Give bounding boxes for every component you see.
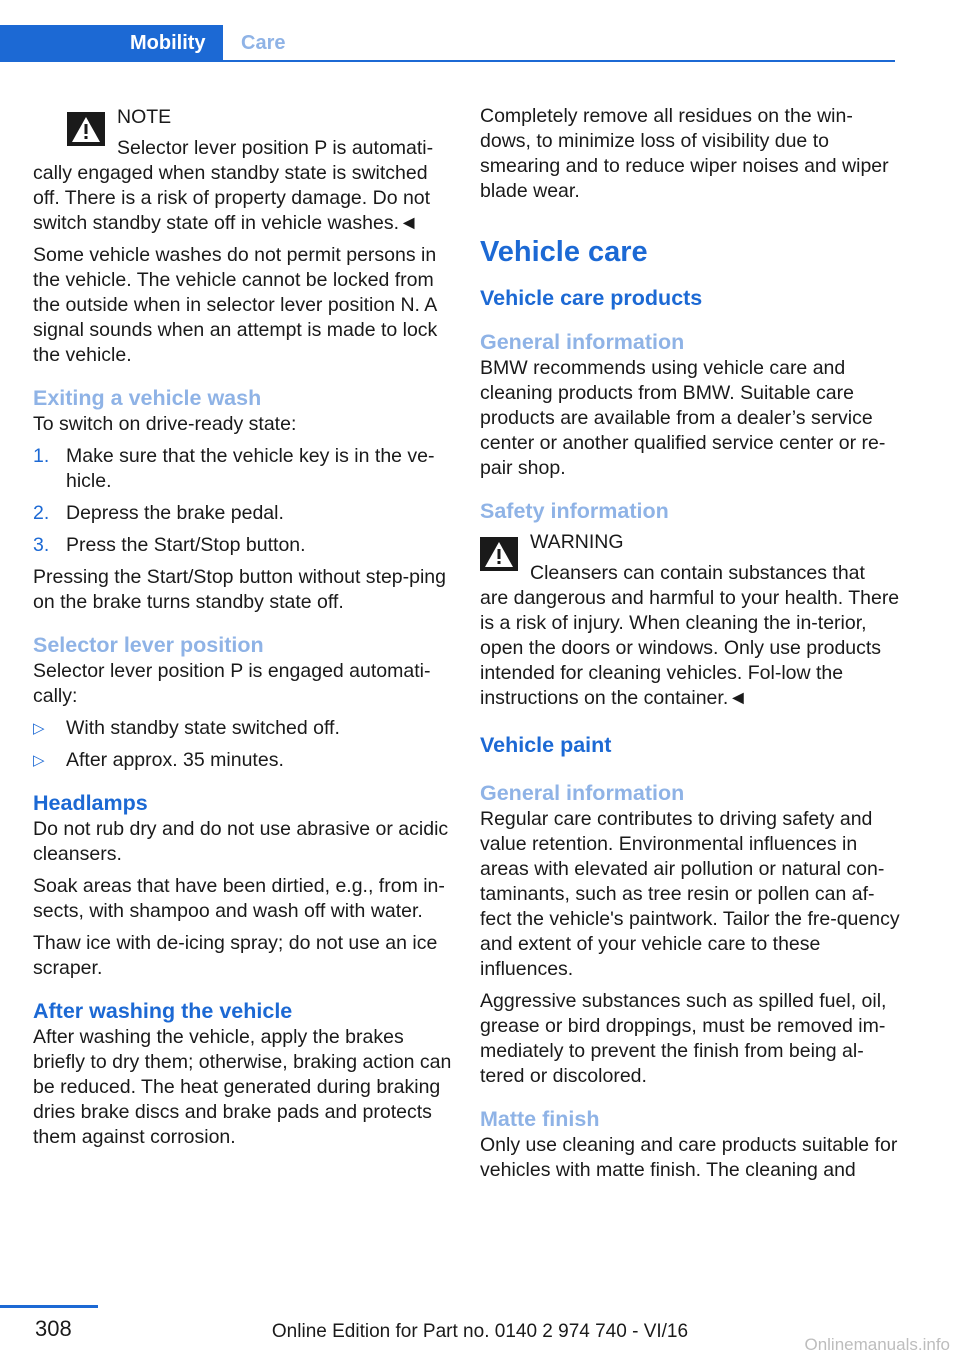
after-washing-paragraph: After washing the vehicle, apply the brakes briefly to dry them; otherwise, braking action can be reduced. The heat generated during braking dries brake discs and brake pads and protects them against corrosion. [33, 1026, 452, 1148]
heading-safety-information: Safety information [480, 499, 669, 523]
header-rule [0, 60, 895, 62]
heading-matte-finish: Matte finish [480, 1107, 600, 1131]
left-column [33, 100, 453, 1157]
tab-care[interactable]: Care [241, 32, 286, 54]
exit-intro: To switch on drive-ready state: [33, 413, 297, 435]
heading-vehicle-care: Vehicle care [480, 236, 648, 268]
note-block [33, 104, 453, 161]
note-text-first: Selector lever position P is automati- [117, 137, 434, 159]
note-label: NOTE [117, 106, 172, 128]
headlamps-paragraph-3: Thaw ice with de-icing spray; do not use an ice scraper. [33, 932, 438, 979]
heading-vehicle-paint: Vehicle paint [480, 733, 612, 757]
list-item: 1. Make sure that the vehicle key is in the ve-hicle. [33, 445, 435, 492]
list-item: 3. Press the Start/Stop button. [33, 534, 306, 556]
right-column [480, 104, 900, 1190]
warning-block [480, 529, 900, 586]
matte-paragraph: Only use cleaning and care products suitable for vehicles with matte finish. The cleaning and [480, 1134, 898, 1181]
heading-general-information: General information [480, 330, 685, 354]
warning-label: WARNING [530, 531, 624, 553]
headlamps-paragraph-1: Do not rub dry and do not use abrasive or acidic cleansers. [33, 818, 449, 865]
tab-mobility[interactable]: Mobility [0, 25, 223, 62]
selector-list [33, 716, 453, 773]
bullet-triangle-icon: ▷ [33, 752, 45, 769]
exit-note: Pressing the Start/Stop button without step-ping on the brake turns standby state off. [33, 566, 446, 613]
exit-steps-list [33, 444, 453, 558]
paint-paragraph-2: Aggressive substances such as spilled fuel, oil, grease or bird droppings, must be removed im-mediately to prevent the finish from being al-tered or discolored. [480, 990, 887, 1087]
list-item: ▷ With standby state switched off. [33, 717, 340, 739]
heading-exiting-vehicle-wash: Exiting a vehicle wash [33, 386, 262, 410]
note-text-rest: cally engaged when standby state is switched off. There is a risk of property damage. Do not switch standby state off in vehicle washes.◄ [33, 162, 431, 234]
heading-selector-lever: Selector lever position [33, 633, 264, 657]
headlamps-paragraph-2: Soak areas that have been dirtied, e.g., from in-sects, with shampoo and wash off with water. [33, 875, 445, 922]
selector-intro: Selector lever position P is engaged automati-cally: [33, 660, 431, 707]
warning-text-rest: are dangerous and harmful to your health. There is a risk of injury. When cleaning the in-terior, open the doors or windows. Only use products intended for cleaning vehicles. Fol-low the instructions on the container.◄ [480, 587, 900, 709]
left-paragraph-1: Some vehicle washes do not permit persons in the vehicle. The vehicle cannot be locked from the outside when in selector lever position N. A signal sounds when an attempt is made to lock the vehicle. [33, 244, 438, 366]
list-item: 2. Depress the brake pedal. [33, 502, 284, 524]
heading-paint-general-information: General information [480, 781, 685, 805]
page-header [0, 25, 895, 62]
warning-triangle-icon [67, 112, 105, 146]
warning-text-first: Cleansers can contain substances that [530, 562, 865, 584]
bullet-triangle-icon: ▷ [33, 720, 45, 737]
heading-headlamps: Headlamps [33, 791, 148, 815]
warning-triangle-icon [480, 537, 518, 571]
general-paragraph: BMW recommends using vehicle care and cleaning products from BMW. Suitable care products are available from a dealer’s service center or another qualified service center or re-pair shop. [480, 357, 886, 479]
watermark: Onlinemanuals.info [804, 1335, 950, 1354]
heading-vehicle-care-products: Vehicle care products [480, 286, 703, 310]
right-intro: Completely remove all residues on the win-dows, to minimize loss of visibility due to smearing and to reduce wiper noises and wiper blade wear. [480, 105, 889, 202]
list-item: ▷ After approx. 35 minutes. [33, 749, 284, 771]
paint-paragraph-1: Regular care contributes to driving safety and value retention. Environmental influences in areas with elevated air pollution or natural con-taminants, such as tree resin or pollen can af-fect the vehicle's paintwork. Tailor the fre-quency and extent of your vehicle care to these influences. [480, 808, 900, 980]
heading-after-washing: After washing the vehicle [33, 999, 293, 1023]
page-number: 308 [35, 1316, 72, 1341]
footer-rule [0, 1305, 98, 1308]
edition-text: Online Edition for Part no. 0140 2 974 740 - VI/16 [271, 1321, 689, 1342]
